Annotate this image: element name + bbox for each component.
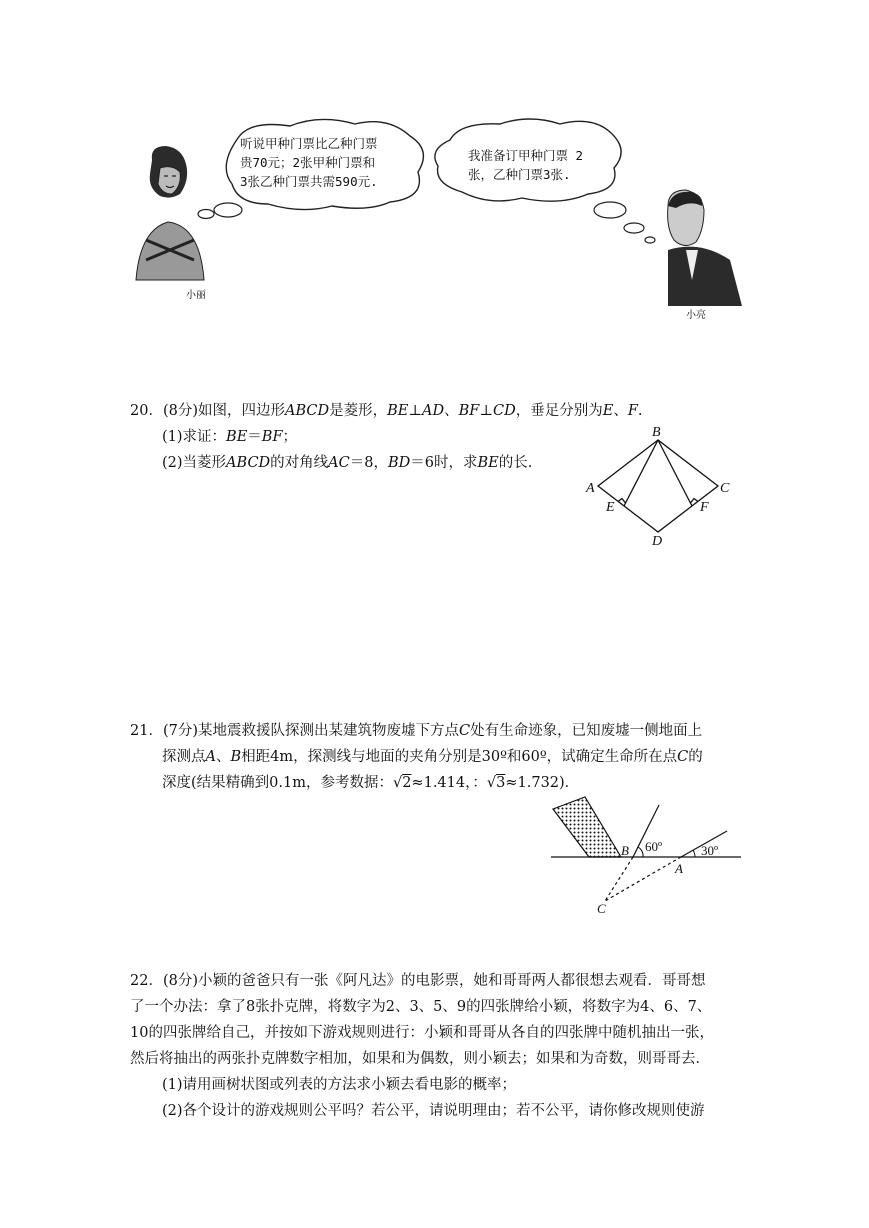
var: AC bbox=[328, 455, 350, 471]
q21-line2 bbox=[162, 744, 703, 770]
boy-name-label: 小亮 bbox=[686, 310, 706, 321]
dashed-ac bbox=[605, 857, 681, 901]
label-60: 60º bbox=[645, 839, 663, 854]
text: 相距4m，探测线与地面的夹角分别是30º和60º，试确定生命所在点 bbox=[241, 749, 678, 765]
label-d: D bbox=[652, 534, 663, 548]
girl-name-label: 小丽 bbox=[186, 290, 206, 301]
text: 、 bbox=[444, 403, 459, 419]
q22-line: 10的四张牌给自己，并按如下游戏规则进行：小颖和哥哥从各自的四张牌中随机抽出一张， bbox=[130, 1025, 714, 1041]
girl-speech-line: 贵70元；2张甲种门票和 bbox=[240, 155, 376, 170]
text: (1)求证： bbox=[162, 429, 227, 445]
text: ＝8， bbox=[349, 455, 388, 471]
q22-line: 了一个办法：拿了8张扑克牌，将数字为2、3、5、9的四张牌给小颖，将数字为4、6、7、 bbox=[130, 999, 712, 1015]
radicand: 2 bbox=[402, 775, 412, 791]
var: BF bbox=[261, 429, 283, 445]
sqrt-symbol: √ bbox=[392, 775, 403, 791]
var: C bbox=[677, 749, 689, 765]
boy-speech-line: 我准备订甲种门票 2 bbox=[468, 148, 584, 163]
var: BD bbox=[387, 455, 411, 471]
label-a: A bbox=[586, 481, 595, 496]
var: CD bbox=[492, 403, 516, 419]
rubble-block bbox=[553, 797, 621, 857]
boy-figure bbox=[668, 190, 742, 306]
text: 、 bbox=[613, 403, 628, 419]
q22-sub1: (1)请用画树状图或列表的方法求小颖去看电影的概率； bbox=[162, 1077, 517, 1093]
q22-line: 22．(8分)小颖的爸爸只有一张《阿凡达》的电影票，她和哥哥两人都很想去观看．哥哥想 bbox=[130, 973, 706, 989]
text: ＝6时，求 bbox=[410, 455, 478, 471]
text: ≈1.414，： bbox=[411, 775, 487, 791]
question-number: 20． bbox=[130, 403, 163, 419]
var: B bbox=[230, 749, 242, 765]
angle-arc-60 bbox=[638, 847, 643, 857]
text: ，垂足分别为 bbox=[515, 403, 603, 419]
segment-bf bbox=[658, 440, 692, 506]
text: 、 bbox=[215, 749, 231, 765]
girl-speech-line: 听说甲种门票比乙种门票 bbox=[240, 136, 378, 151]
label-b: B bbox=[652, 425, 661, 440]
text: 如图，四边形 bbox=[198, 403, 285, 419]
text: 的 bbox=[688, 749, 703, 765]
boy-speech-line: 张，乙种门票3张. bbox=[468, 167, 571, 182]
label-c: C bbox=[597, 901, 606, 916]
var: AD bbox=[422, 403, 445, 419]
label-a: A bbox=[675, 861, 683, 876]
text: 深度(结果精确到0.1m，参考数据： bbox=[162, 775, 393, 791]
text: 探测点 bbox=[162, 749, 206, 765]
q20-line1 bbox=[130, 398, 642, 424]
text: . bbox=[637, 403, 643, 419]
label-f: F bbox=[700, 500, 709, 515]
girl-figure bbox=[136, 146, 204, 280]
var: BE bbox=[387, 403, 409, 419]
girl-speech-line: 3张乙种门票共需590元. bbox=[240, 174, 378, 189]
q22-sub2: (2)各个设计的游戏规则公平吗？若公平，请说明理由；若不公平，请你修改规则使游 bbox=[162, 1103, 705, 1119]
q22-body bbox=[130, 968, 714, 1124]
text: 是菱形， bbox=[329, 403, 388, 419]
boy-speech bbox=[468, 146, 583, 184]
var: BE bbox=[477, 455, 499, 471]
radicand: 3 bbox=[496, 775, 506, 791]
text: (2)当菱形 bbox=[162, 455, 227, 471]
segment-be bbox=[624, 440, 658, 506]
question-score: (8分) bbox=[162, 403, 198, 419]
sqrt-symbol: √ bbox=[486, 775, 497, 791]
dashed-bc bbox=[605, 857, 633, 901]
label-30: 30º bbox=[701, 843, 719, 858]
var: F bbox=[627, 403, 638, 419]
text: 21．(7分)某地震救援队探测出某建筑物废墟下方点 bbox=[130, 723, 459, 739]
q20-part1 bbox=[162, 424, 297, 450]
text: ； bbox=[282, 429, 298, 445]
q22-line: 然后将抽出的两张扑克牌数字相加，如果和为偶数，则小颖去；如果和为奇数，则哥哥去． bbox=[130, 1051, 710, 1067]
q20-part2 bbox=[162, 450, 532, 476]
var: E bbox=[602, 403, 614, 419]
symbol: ⊥ bbox=[408, 403, 423, 419]
var: A bbox=[205, 749, 216, 765]
var: C bbox=[459, 723, 471, 739]
cartoon-illustration bbox=[120, 110, 760, 325]
angle-arc-30 bbox=[693, 850, 695, 857]
text: 的对角线 bbox=[270, 455, 329, 471]
var: BE bbox=[226, 429, 248, 445]
q21-line3 bbox=[162, 770, 579, 796]
text: ＝ bbox=[247, 429, 262, 445]
q21-line1 bbox=[130, 718, 702, 744]
label-b: B bbox=[621, 843, 629, 858]
label-e: E bbox=[606, 500, 615, 515]
text: 处有生命迹象，已知废墟一侧地面上 bbox=[470, 723, 703, 739]
text: ≈1.732)． bbox=[505, 775, 580, 791]
rhombus-abcd bbox=[598, 440, 718, 532]
symbol: ⊥ bbox=[479, 403, 493, 419]
var: BF bbox=[458, 403, 480, 419]
var: ABCD bbox=[226, 455, 271, 471]
var: ABCD bbox=[285, 403, 330, 419]
rescue-figure bbox=[545, 795, 745, 920]
cartoon-drawing bbox=[120, 110, 760, 325]
girl-speech bbox=[240, 134, 378, 191]
text: 的长. bbox=[498, 455, 533, 471]
rhombus-figure bbox=[580, 424, 740, 548]
label-c: C bbox=[720, 481, 730, 496]
